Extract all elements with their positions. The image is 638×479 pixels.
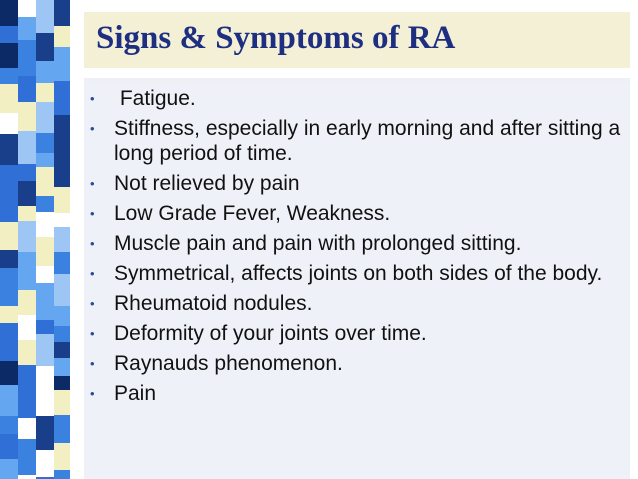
mosaic-tile	[18, 418, 36, 439]
bullet-icon: •	[90, 266, 95, 281]
mosaic-tile	[0, 361, 18, 385]
mosaic-tile	[18, 17, 36, 40]
mosaic-tile	[54, 62, 70, 81]
mosaic-tile	[0, 268, 18, 306]
mosaic-tile	[36, 212, 54, 237]
mosaic-tile	[54, 187, 70, 213]
mosaic-tile	[18, 181, 36, 206]
mosaic-tile	[54, 81, 70, 115]
mosaic-tile	[0, 43, 18, 68]
mosaic-tile	[18, 365, 36, 385]
slide-title: Signs & Symptoms of RA	[96, 20, 456, 56]
mosaic-tile	[36, 450, 54, 477]
mosaic-tile	[0, 165, 18, 191]
mosaic-tile	[36, 334, 54, 366]
bullet-item	[84, 261, 630, 286]
mosaic-tile	[18, 221, 36, 252]
mosaic-tile	[36, 133, 54, 153]
mosaic-tile	[18, 56, 36, 76]
bullet-text: Symmetrical, affects joints on both sides of the body.	[114, 262, 603, 285]
mosaic-tile	[54, 342, 70, 358]
mosaic-tile	[0, 26, 18, 43]
mosaic-tile	[54, 415, 70, 443]
bullet-item	[84, 171, 630, 196]
bullet-item	[84, 86, 630, 111]
mosaic-tile	[54, 133, 70, 163]
bullet-text: Deformity of your joints over time.	[114, 322, 427, 345]
mosaic-tile	[36, 266, 54, 283]
bullet-icon: •	[90, 386, 95, 401]
mosaic-tile	[54, 115, 70, 133]
mosaic-tile	[54, 390, 70, 415]
mosaic-tile	[0, 68, 18, 84]
mosaic-tile	[36, 61, 54, 83]
bullet-item	[84, 321, 630, 346]
mosaic-tile	[18, 102, 36, 131]
mosaic-tile	[36, 416, 54, 434]
mosaic-tile	[54, 470, 70, 479]
mosaic-tile	[36, 153, 54, 167]
mosaic-tile	[0, 250, 18, 268]
content-area	[84, 84, 630, 479]
mosaic-tile	[54, 358, 70, 376]
bullet-item	[84, 201, 630, 226]
mosaic-tile	[54, 274, 70, 306]
mosaic-tile	[54, 47, 70, 62]
mosaic-tile	[0, 306, 18, 323]
mosaic-tile	[36, 237, 54, 266]
mosaic-tile	[36, 434, 54, 450]
mosaic-tile	[54, 26, 70, 47]
mosaic-tile	[54, 376, 70, 390]
mosaic-tile	[54, 0, 70, 26]
mosaic-tile	[36, 167, 54, 196]
mosaic-tile	[0, 222, 18, 250]
mosaic-tile	[36, 283, 54, 320]
mosaic-tile	[18, 385, 36, 418]
mosaic-tile	[36, 0, 54, 33]
mosaic-tile	[36, 83, 54, 102]
bullet-item	[84, 351, 630, 376]
mosaic-tile	[18, 290, 36, 315]
bullet-icon: •	[90, 356, 95, 371]
bullet-text: Raynauds phenomenon.	[114, 352, 343, 375]
mosaic-tile	[0, 459, 18, 479]
bullet-item	[84, 116, 630, 166]
mosaic-tile	[18, 475, 36, 479]
mosaic-tile	[0, 84, 18, 113]
bullet-icon: •	[90, 91, 95, 106]
bullet-item	[84, 291, 630, 316]
mosaic-tile	[0, 0, 18, 26]
mosaic-tile	[0, 416, 18, 434]
mosaic-tile	[36, 366, 54, 397]
mosaic-tile	[18, 164, 36, 181]
bullet-text: Pain	[114, 382, 157, 405]
mosaic-tile	[18, 40, 36, 56]
bullet-icon: •	[90, 176, 95, 191]
bullet-list	[84, 86, 630, 411]
bullet-item	[84, 231, 630, 256]
mosaic-tile	[0, 385, 18, 416]
title-bar	[84, 12, 630, 68]
mosaic-tile	[18, 340, 36, 365]
mosaic-tile	[18, 0, 36, 17]
mosaic-tile	[54, 443, 70, 470]
slide	[76, 0, 638, 479]
mosaic-tile	[36, 102, 54, 133]
bullet-icon: •	[90, 296, 95, 311]
bullet-icon: •	[90, 121, 95, 136]
bullet-text: Fatigue.	[114, 87, 196, 110]
bullet-text: Muscle pain and pain with prolonged sitting.	[114, 232, 522, 255]
bullet-icon: •	[90, 206, 95, 221]
mosaic-tile	[54, 252, 70, 274]
mosaic-tile	[18, 131, 36, 164]
mosaic-tile	[18, 206, 36, 221]
mosaic-tile	[36, 33, 54, 61]
mosaic-tile	[54, 163, 70, 187]
bullet-text: Low Grade Fever, Weakness.	[114, 202, 391, 225]
mosaic-tile	[18, 315, 36, 340]
mosaic-tile	[36, 397, 54, 416]
mosaic-tile	[36, 196, 54, 212]
mosaic-tile	[54, 306, 70, 326]
bullet-item	[84, 381, 630, 406]
mosaic-tile	[0, 191, 18, 222]
bullet-text: Stiffness, especially in early morning and after sitting a long period of time.	[114, 117, 621, 165]
mosaic-tile	[0, 134, 18, 165]
mosaic-tile	[18, 76, 36, 102]
mosaic-tile	[0, 113, 18, 134]
bullet-icon: •	[90, 236, 95, 251]
mosaic-tile	[18, 439, 36, 475]
mosaic-tile	[0, 434, 18, 459]
mosaic-tile	[54, 213, 70, 227]
mosaic-tile	[18, 252, 36, 290]
bullet-text: Rheumatoid nodules.	[114, 292, 313, 315]
bullet-text: Not relieved by pain	[114, 172, 300, 195]
mosaic-tile	[0, 323, 18, 361]
decorative-mosaic-strip	[0, 0, 70, 479]
mosaic-tile	[54, 326, 70, 342]
mosaic-tile	[36, 320, 54, 334]
bullet-icon: •	[90, 326, 95, 341]
mosaic-tile	[54, 227, 70, 252]
